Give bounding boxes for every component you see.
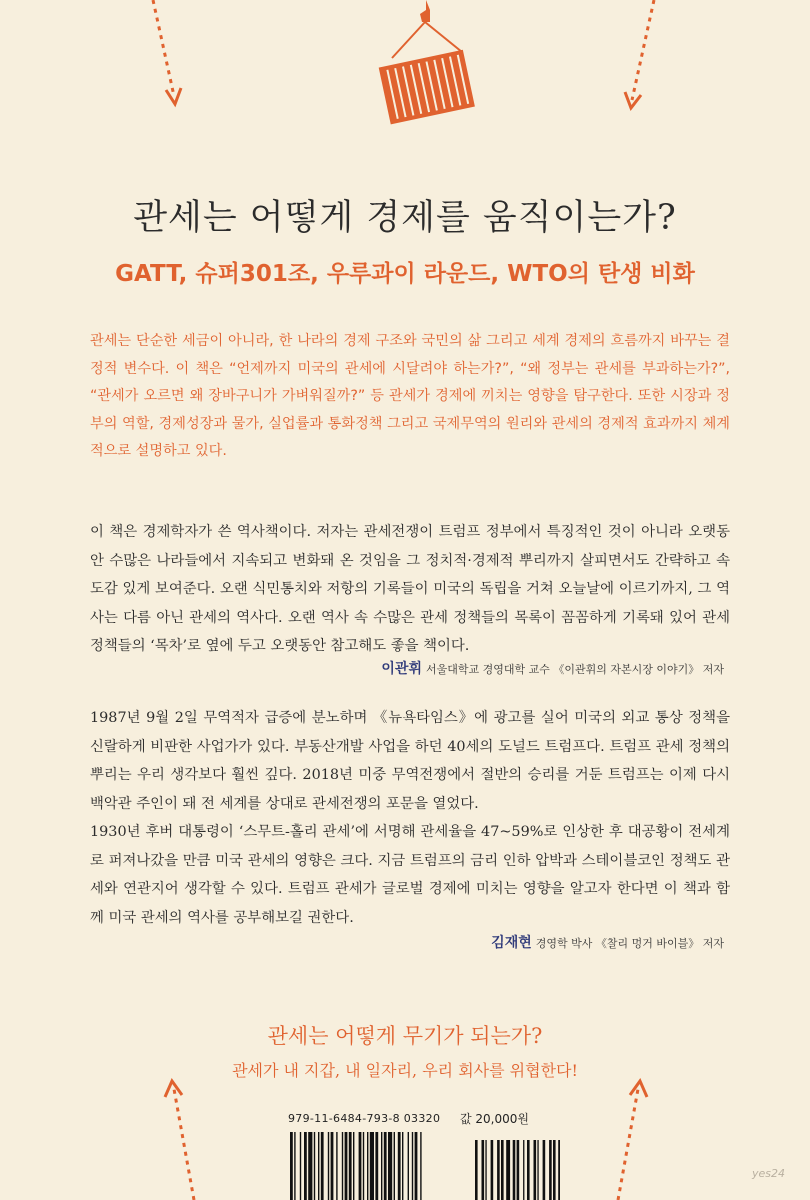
book-subtitle: GATT, 슈퍼301조, 우루과이 라운드, WTO의 탄생 비화 [115,261,695,287]
review-2 [90,704,730,932]
dashed-arrow-top-right-icon [620,0,660,115]
review-1 [90,518,730,661]
intro-paragraph: 관세는 단순한 세금이 아니라, 한 나라의 경제 구조와 국민의 삶 그리고 세계 경제의 흐름까지 바꾸는 결정적 변수다. 이 책은 “언제까지 미국의 관세에 시달려야 하는가?”, “왜 정부는 관세를 부과하는가?”, “관세가 오르면 왜 장바구니가 가벼워질까?” 등 관세가 경제에 끼치는 영향을 탐구한다. 또한 시장과 정부의 역할, 경제성장과 물가, 실업률과 통화정책 그리고 국제무역의 원리와 관세의 경제적 효과까지 체계적으로 설명하고 있다. [90,333,730,459]
review-2-byline [491,932,724,952]
review-1-text: 이 책은 경제학자가 쓴 역사책이다. 저자는 관세전쟁이 트럼프 정부에서 특징적인 것이 아니라 오랫동안 수많은 나라들에서 지속되고 변화돼 온 것임을 그 정치적·경제적 뿌리까지 살피면서도 간략하고 속도감 있게 보여준다. 오랜 식민통치와 저항의 기록들이 미국의 독립을 거쳐 오늘날에 이르기까지, 그 역사는 다름 아닌 관세의 역사다. 오랜 역사 속 수많은 관세 정책들의 목록이 꼼꼼하게 기록돼 있어 관세 정책들의 ‘목차’로 옆에 두고 오랫동안 참고해도 좋을 책이다. [90,524,730,654]
dashed-arrow-bottom-left-icon [160,1075,200,1200]
dashed-arrow-top-left-icon [147,0,187,110]
review-1-byline [381,658,724,678]
reviewer-role: 경영학 박사 《찰리 멍거 바이블》 저자 [535,937,724,950]
reviewer-name: 김재현 [491,935,532,951]
reviewer-name: 이관휘 [381,661,422,677]
book-title: 관세는 어떻게 경제를 움직이는가? [133,198,677,238]
barcode-icon [290,1132,560,1200]
price-label: 값 20,000원 [460,1112,529,1126]
crane-container-illustration [370,0,480,135]
watermark: yes24 [752,1167,786,1180]
dashed-arrow-bottom-right-icon [612,1075,652,1200]
review-2-paragraph-1: 1987년 9월 2일 무역적자 급증에 분노하며 《뉴욕타임스》에 광고를 실어 미국의 외교 통상 정책을 신랄하게 비판한 사업가가 있다. 부동산개발 사업을 하던 40세의 도널드 트럼프다. 트럼프 관세 정책의 뿌리는 우리 생각보다 훨씬 깊다. 2018년 미중 무역전쟁에서 절반의 승리를 거둔 트럼프는 이제 다시 백악관 주인이 돼 전 세계를 상대로 관세전쟁의 포문을 열었다. [90,710,730,812]
reviewer-role: 서울대학교 경영대학 교수 《이관휘의 자본시장 이야기》 저자 [425,663,724,676]
bottom-headline: 관세는 어떻게 무기가 되는가? [267,1024,543,1048]
review-2-paragraph-2: 1930년 후버 대통령이 ‘스무트-홀리 관세’에 서명해 관세율을 47~59%로 인상한 후 대공황이 전세계로 퍼져나갔을 만큼 미국 관세의 영향은 크다. 지금 트럼프의 금리 인하 압박과 스테이블코인 정책도 관세와 연관지어 생각할 수 있다. 트럼프 관세가 글로벌 경제에 미치는 영향을 알고자 한다면 이 책과 함께 미국 관세의 역사를 공부해보길 권한다. [90,824,730,926]
isbn-number: 979-11-6484-793-8 03320 [288,1112,441,1125]
bottom-tagline: 관세가 내 지갑, 내 일자리, 우리 회사를 위협한다! [232,1061,578,1080]
